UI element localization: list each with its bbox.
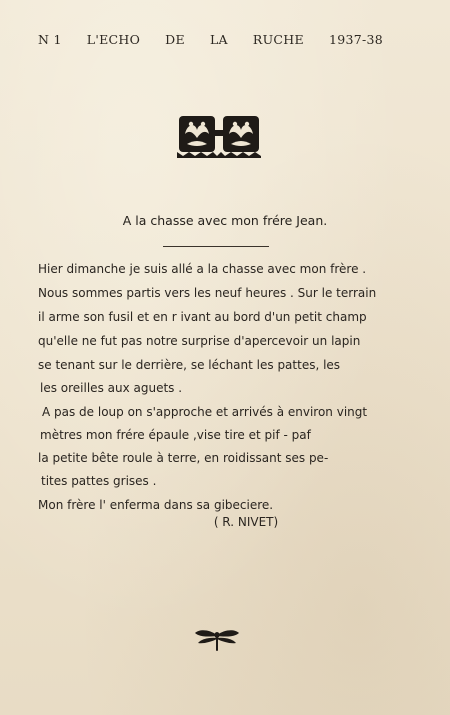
header-year: 1937-38 xyxy=(328,32,383,47)
body-line: tites pattes grises . xyxy=(41,474,157,488)
header-word-la: LA xyxy=(209,32,228,47)
floral-ornament-icon xyxy=(177,112,261,158)
body-line: il arme son fusil et en r ivant au bord d'un petit champ xyxy=(38,310,367,324)
article-body xyxy=(0,262,450,522)
body-line: la petite bête roule à terre, en roidissant ses pe- xyxy=(38,451,329,465)
body-line: qu'elle ne fut pas notre surprise d'apercevoir un lapin xyxy=(38,334,361,348)
article-title: A la chasse avec mon frére Jean. xyxy=(122,213,328,228)
body-line: mètres mon frére épaule ,vise tire et pif - paf xyxy=(40,428,311,442)
header-word-ruche: RUCHE xyxy=(252,32,304,47)
body-line: se tenant sur le derrière, se léchant les pattes, les xyxy=(38,358,341,372)
title-divider xyxy=(163,246,269,247)
body-line: A pas de loup on s'approche et arrivés à environ vingt xyxy=(42,405,368,419)
header-word-echo: L'ECHO xyxy=(86,32,141,47)
body-line: Mon frère l' enferma dans sa gibeciere. xyxy=(38,498,274,512)
header-word-de: DE xyxy=(165,32,185,47)
page-header xyxy=(38,32,383,52)
body-line: Nous sommes partis vers les neuf heures . Sur le terrain xyxy=(38,286,377,300)
body-line: les oreilles aux aguets . xyxy=(40,381,183,395)
body-line: Hier dimanche je suis allé a la chasse avec mon frère . xyxy=(38,262,367,276)
author-signature: ( R. NIVET) xyxy=(213,515,279,529)
issue-number: N 1 xyxy=(38,32,62,47)
dragonfly-icon xyxy=(193,627,241,653)
